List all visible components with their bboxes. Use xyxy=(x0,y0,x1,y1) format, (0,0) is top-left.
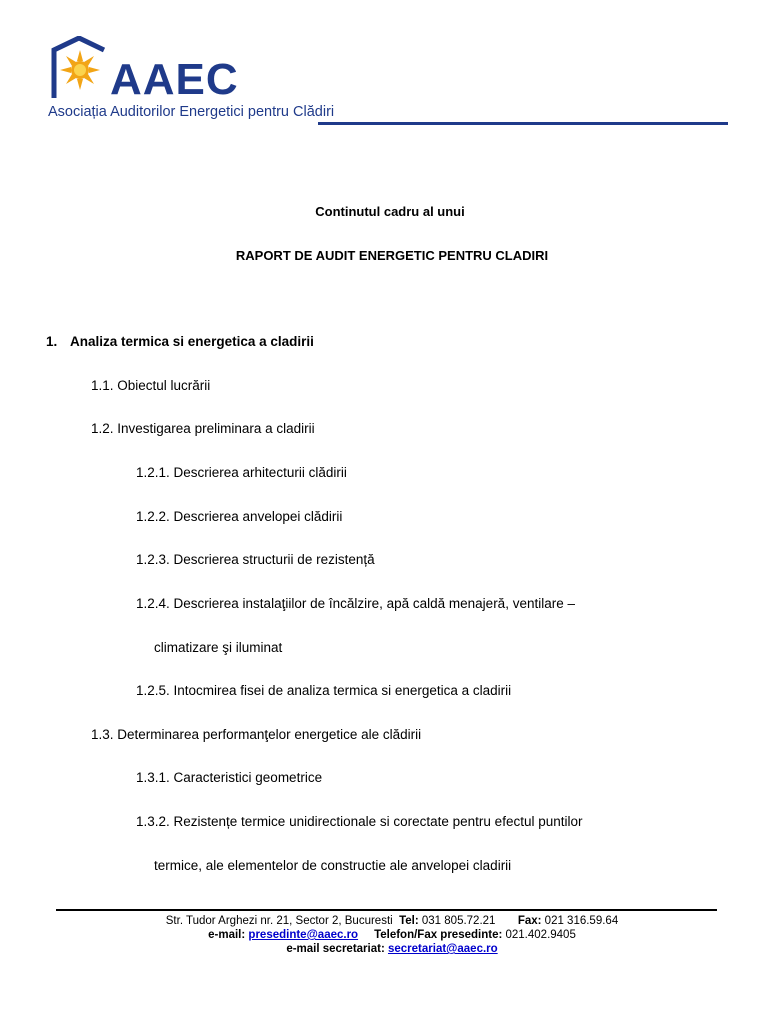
header-divider xyxy=(318,122,728,125)
outline-item-continuation: climatizare şi iluminat xyxy=(154,640,283,655)
document-title: RAPORT DE AUDIT ENERGETIC PENTRU CLADIRI xyxy=(235,248,549,263)
footer-address: Str. Tudor Arghezi nr. 21, Sector 2, Bucuresti xyxy=(165,915,393,927)
footer-secretariat-row xyxy=(56,942,728,956)
phone-fax-value: 021.402.9405 xyxy=(505,929,576,941)
organization-name: Asociația Auditorilor Energetici pentru Clădiri xyxy=(48,104,335,120)
outline-item: 1.2.2. Descrierea anvelopei clădirii xyxy=(136,509,343,524)
outline-item: 1.2.5. Intocmirea fisei de analiza termica si energetica a cladirii xyxy=(136,683,512,698)
outline-item: 1.3.1. Caracteristici geometrice xyxy=(136,770,323,785)
tel-value: 031 805.72.21 xyxy=(421,915,496,927)
footer xyxy=(56,914,728,956)
section-title: Analiza termica si energetica a cladirii xyxy=(70,334,314,349)
fax-value: 021 316.59.64 xyxy=(544,915,619,927)
outline-item: 1.2. Investigarea preliminara a cladirii xyxy=(91,421,315,436)
footer-contact-row xyxy=(56,928,728,942)
outline-item: 1.3. Determinarea performanţelor energetice ale clădirii xyxy=(91,727,422,742)
fax-label: Fax: xyxy=(517,915,542,927)
outline-item: 1.1. Obiectul lucrării xyxy=(91,378,211,393)
outline-item-continuation: termice, ale elementelor de constructie ale anvelopei cladirii xyxy=(154,858,512,873)
secretariat-label: e-mail secretariat: xyxy=(286,943,385,955)
tel-label: Tel: xyxy=(399,915,419,927)
house-sun-logo-icon xyxy=(50,36,108,98)
letterhead xyxy=(46,36,730,128)
email-link[interactable]: presedinte@aaec.ro xyxy=(248,929,359,941)
outline-item: 1.2.1. Descrierea arhitecturii clădirii xyxy=(136,465,347,480)
email-label: e-mail: xyxy=(208,929,246,941)
footer-divider xyxy=(56,909,717,911)
outline-item: 1.2.3. Descrierea structurii de rezistență xyxy=(136,552,375,567)
outline-item: 1.2.4. Descrierea instalaţiilor de încălzire, apă caldă menajeră, ventilare – xyxy=(136,596,575,611)
secretariat-email-link[interactable]: secretariat@aaec.ro xyxy=(387,943,498,955)
document-subtitle: Continutul cadru al unui xyxy=(315,204,465,219)
phone-fax-label: Telefon/Fax presedinte: xyxy=(374,929,503,941)
section-heading xyxy=(46,334,314,350)
footer-address-row xyxy=(56,914,728,928)
section-number: 1. xyxy=(46,334,58,349)
logo-text: AAEC xyxy=(110,55,239,104)
outline-item: 1.3.2. Rezistențe termice unidirectionale si corectate pentru efectul puntilor xyxy=(136,814,583,829)
